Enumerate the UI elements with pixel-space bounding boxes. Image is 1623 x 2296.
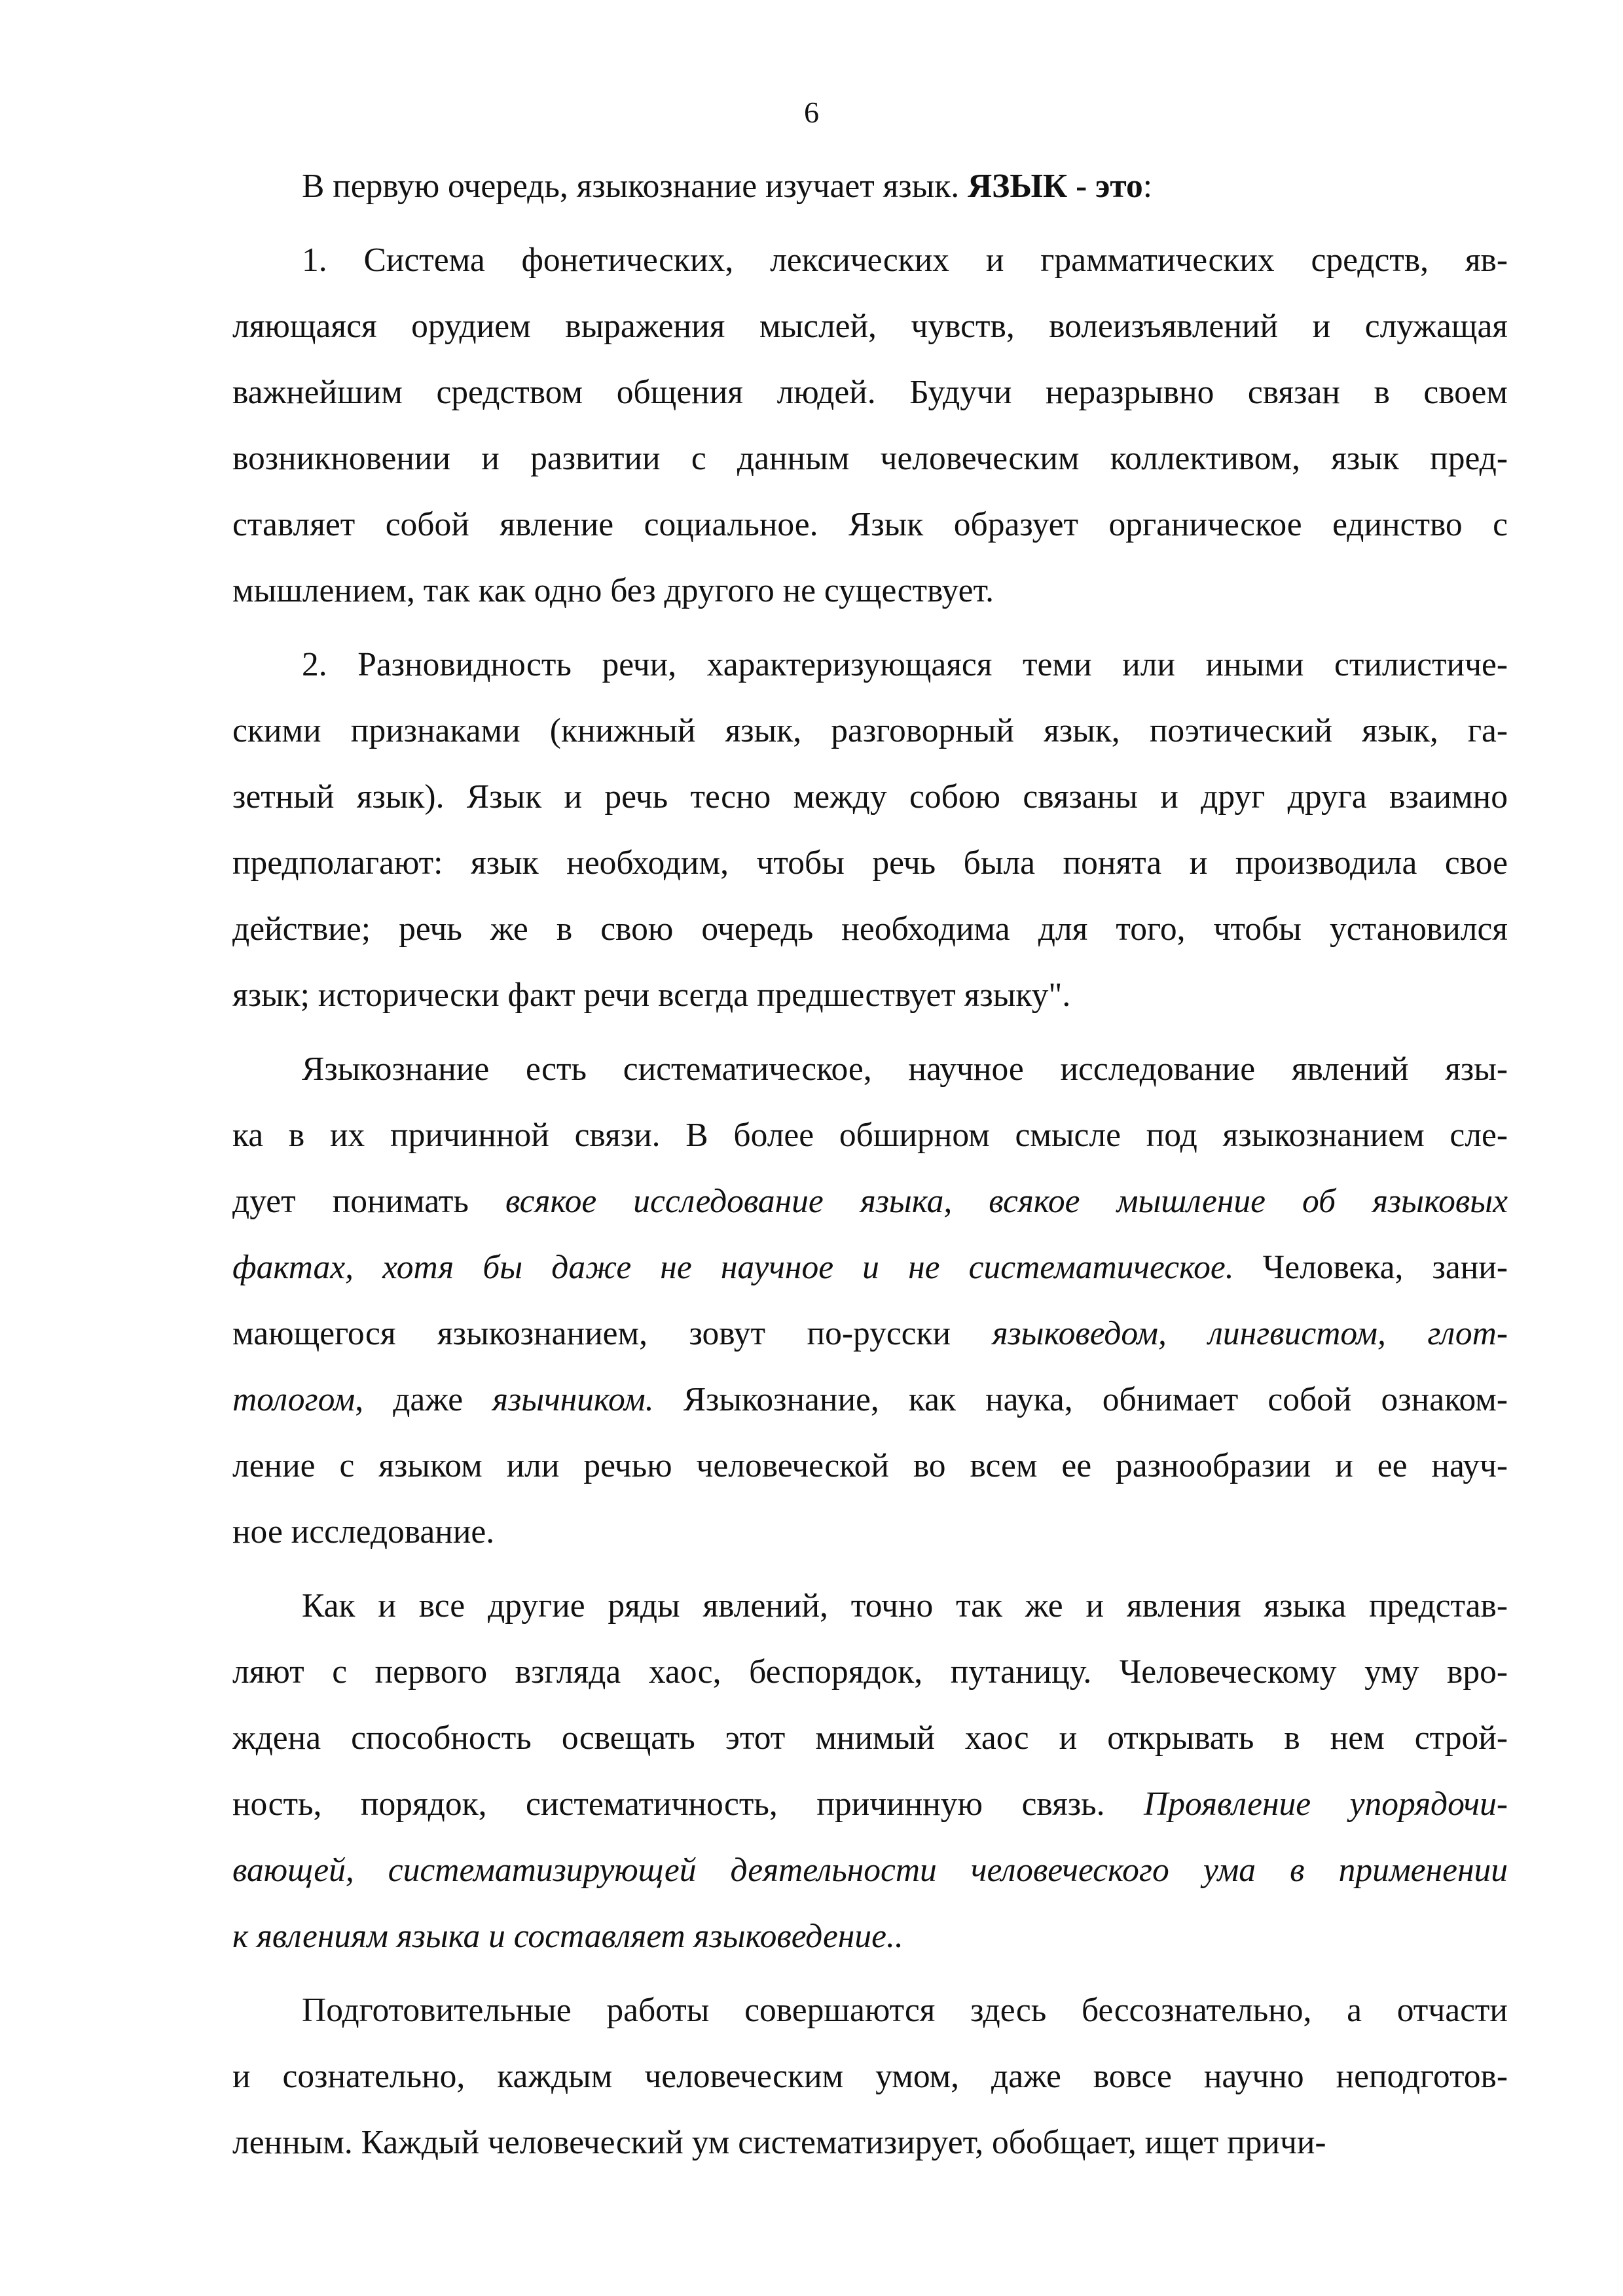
text-run: ждена способность освещать этот мнимый хаос и открывать в нем строй- [232, 1719, 1508, 1757]
italic-text: фактах, хотя бы даже не научное и не систематическое. [232, 1249, 1234, 1286]
text-run: язык; исторически факт речи всегда предшествует языку". [232, 977, 1071, 1014]
text-line [232, 1234, 1508, 1300]
text-line [232, 153, 1508, 219]
text-line [232, 1499, 1508, 1565]
text-run: действие; речь же в свою очередь необходима для того, чтобы установился [232, 910, 1508, 948]
text-run: 2. Разновидность речи, характеризующаяся теми или иными стилистиче- [302, 646, 1508, 683]
italic-text: к явлениям языка и составляет языковедение.. [232, 1918, 903, 1955]
text-run: важнейшим средством общения людей. Будучи неразрывно связан в своем [232, 374, 1508, 411]
text-run: Человека, зани- [1233, 1249, 1508, 1286]
text-line [232, 962, 1508, 1028]
paragraph-intro [232, 153, 1508, 219]
bold-text: ЯЗЫК - это [967, 168, 1143, 205]
text-line [232, 293, 1508, 359]
paragraph-gap [232, 1028, 1508, 1036]
text-run: В первую очередь, языкознание изучает язык. [302, 168, 968, 205]
text-run: 1. Система фонетических, лексических и грамматических средств, яв- [302, 242, 1508, 279]
text-line [232, 1903, 1508, 1969]
text-run: зетный язык). Язык и речь тесно между собою связаны и друг друга взаимно [232, 778, 1508, 816]
italic-text: языковедом, лингвистом, глот- [992, 1315, 1508, 1352]
text-run: : [1142, 168, 1153, 205]
text-run: ставляет собой явление социальное. Язык образует органическое единство с [232, 506, 1508, 543]
text-run: мышлением, так как одно без другого не существует. [232, 572, 994, 609]
text-run: Языкознание есть систематическое, научное исследование явлений язы- [302, 1050, 1508, 1088]
text-line [232, 698, 1508, 764]
text-run: скими признаками (книжный язык, разговорный язык, поэтический язык, га- [232, 712, 1508, 749]
italic-text: вающей, систематизирующей деятельности человеческого ума в применении [232, 1852, 1508, 1889]
text-line [232, 359, 1508, 425]
text-line [232, 2043, 1508, 2109]
paragraph-preparatory-work [232, 1977, 1508, 2176]
italic-text: Проявление упорядочи- [1144, 1785, 1508, 1823]
paragraph-definition-2 [232, 632, 1508, 1028]
text-line [232, 558, 1508, 624]
text-line [232, 1977, 1508, 2043]
text-run: Подготовительные работы совершаются здесь бессознательно, а отчасти [302, 1992, 1508, 2029]
text-line [232, 2109, 1508, 2176]
text-line [232, 425, 1508, 492]
text-line [232, 1367, 1508, 1433]
text-line [232, 1771, 1508, 1837]
paragraph-gap [232, 624, 1508, 632]
text-run: возникновении и развитии с данным человеческим коллективом, язык пред- [232, 440, 1508, 477]
paragraph-chaos-order [232, 1573, 1508, 1969]
paragraph-gap [232, 1969, 1508, 1977]
text-run: Как и все другие ряды явлений, точно так же и явления языка представ- [302, 1587, 1508, 1624]
text-line [232, 1573, 1508, 1639]
text-line [232, 227, 1508, 293]
text-run: ное исследование. [232, 1513, 495, 1551]
text-line [232, 1639, 1508, 1705]
text-line [232, 764, 1508, 830]
text-line [232, 1300, 1508, 1367]
paragraph-linguistics-definition [232, 1036, 1508, 1565]
text-line [232, 1705, 1508, 1771]
italic-text: всякое исследование языка, всякое мышление об языковых [505, 1183, 1508, 1220]
text-line [232, 1837, 1508, 1903]
text-line [232, 1433, 1508, 1499]
page-number: 6 [804, 96, 819, 129]
text-line [232, 830, 1508, 896]
text-run: предполагают: язык необходим, чтобы речь была понята и производила свое [232, 844, 1508, 882]
paragraph-definition-1 [232, 227, 1508, 624]
text-line [232, 1036, 1508, 1102]
text-run: ляют с первого взгляда хаос, беспорядок, путаницу. Человеческому уму вро- [232, 1653, 1508, 1691]
text-run: мающегося языкознанием, зовут по-русски [232, 1315, 993, 1352]
text-line [232, 1168, 1508, 1234]
text-run: дует понимать [232, 1183, 505, 1220]
text-run: Языкознание, как наука, обнимает собой ознаком- [653, 1381, 1508, 1418]
text-line [232, 1102, 1508, 1168]
text-run: ленным. Каждый человеческий ум систематизирует, обобщает, ищет причи- [232, 2124, 1326, 2161]
body-text [232, 153, 1508, 2176]
text-line [232, 632, 1508, 698]
text-run: и сознательно, каждым человеческим умом, даже вовсе научно неподготов- [232, 2058, 1508, 2095]
paragraph-gap [232, 219, 1508, 227]
text-run: ляющаяся орудием выражения мыслей, чувств, волеизъявлений и служащая [232, 308, 1508, 345]
italic-text: тологом [232, 1381, 356, 1418]
text-line [232, 492, 1508, 558]
italic-text: язычником. [492, 1381, 654, 1418]
text-line [232, 896, 1508, 962]
text-run: ление с языком или речью человеческой во всем ее разнообразии и ее науч- [232, 1447, 1508, 1484]
paragraph-gap [232, 1565, 1508, 1573]
text-run: , даже [355, 1381, 493, 1418]
text-run: ка в их причинной связи. В более обширном смысле под языкознанием сле- [232, 1117, 1508, 1154]
text-run: ность, порядок, систематичность, причинную связь. [232, 1785, 1144, 1823]
